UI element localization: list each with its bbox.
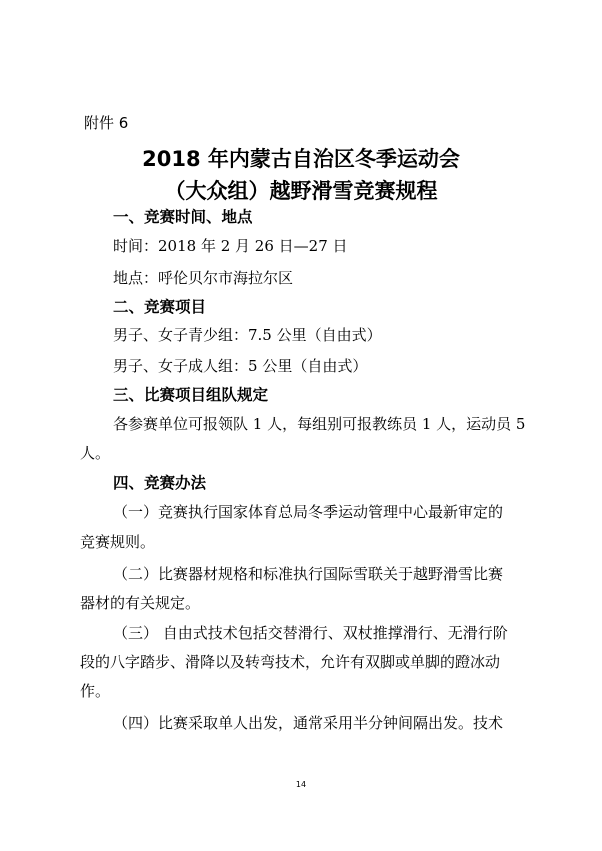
method-4-line-1: （四）比赛采取单人出发，通常采用半分钟间隔出发。技术 [113, 714, 504, 732]
competition-place: 地点：呼伦贝尔市海拉尔区 [113, 269, 294, 287]
team-rule-paragraph-line-2: 人。 [80, 444, 111, 462]
method-3-line-1: （三） 自由式技术包括交替滑行、双杖推撑滑行、无滑行阶 [113, 624, 508, 642]
event-item-adult: 男子、女子成人组：5 公里（自由式） [113, 357, 368, 375]
method-2-line-1: （二）比赛器材规格和标准执行国际雪联关于越野滑雪比赛 [113, 565, 504, 583]
method-3-line-2: 段的八字踏步、滑降以及转弯技术，允许有双脚或单脚的蹬冰动 [80, 653, 501, 671]
method-1-line-2: 竞赛规则。 [80, 533, 156, 551]
attachment-label: 附件 6 [84, 114, 129, 132]
section-4-heading: 四、竞赛办法 [113, 474, 207, 492]
page-number: 14 [295, 780, 307, 789]
section-1-heading: 一、竞赛时间、地点 [113, 208, 253, 226]
section-3-heading: 三、比赛项目组队规定 [113, 386, 269, 404]
team-rule-paragraph-line-1: 各参赛单位可报领队 1 人，每组别可报教练员 1 人，运动员 5 [113, 415, 526, 433]
section-2-heading: 二、竞赛项目 [113, 298, 207, 316]
method-3-line-3: 作。 [80, 682, 111, 700]
competition-time: 时间：2018 年 2 月 26 日—27 日 [113, 237, 348, 255]
event-item-youth: 男子、女子青少组：7.5 公里（自由式） [113, 326, 382, 344]
method-2-line-2: 器材的有关规定。 [80, 594, 201, 612]
document-title-line-1: 2018 年内蒙古自治区冬季运动会 [142, 147, 460, 171]
document-title-line-2: （大众组）越野滑雪竞赛规程 [164, 179, 438, 203]
method-1-line-1: （一）竞赛执行国家体育总局冬季运动管理中心最新审定的 [113, 503, 504, 521]
